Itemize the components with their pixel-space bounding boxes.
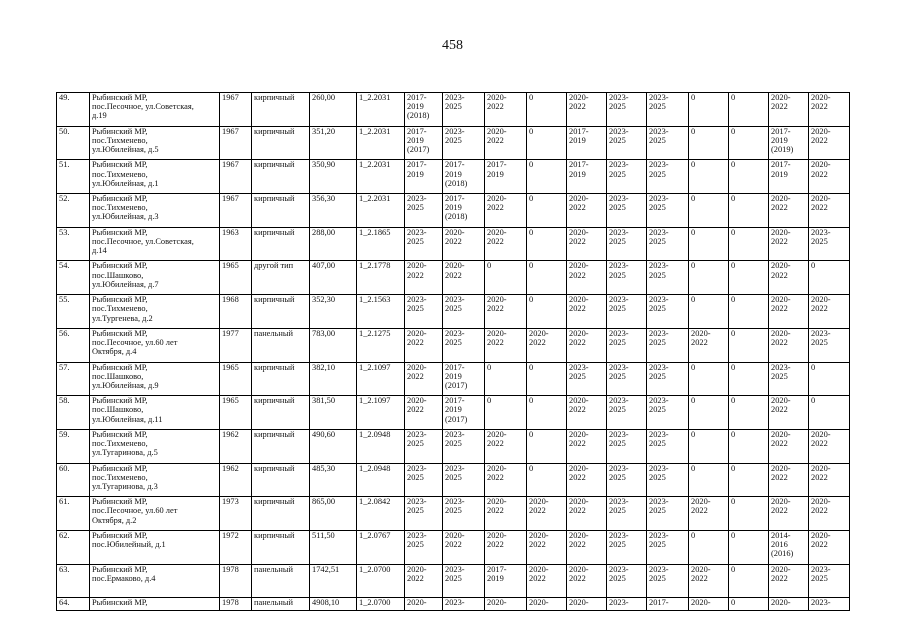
cell-period-9: 0	[729, 598, 769, 611]
cell-period-7: 2023- 2025	[647, 227, 689, 261]
cell-address: Рыбинский МР, пос.Тихменево, ул.Тугаринова, д.3	[90, 463, 220, 497]
cell-period-7: 2023- 2025	[647, 261, 689, 295]
cell-period-11: 2020- 2022	[809, 93, 850, 127]
cell-period-7: 2023- 2025	[647, 93, 689, 127]
cell-period-8: 2020- 2022	[689, 328, 729, 362]
cell-period-10: 2020- 2022	[769, 194, 809, 228]
cell-building-code: 1_2.1865	[357, 227, 405, 261]
cell-row-number: 58.	[57, 396, 90, 430]
cell-address: Рыбинский МР, пос.Шашково, ул.Юбилейная, д.9	[90, 362, 220, 396]
cell-building-code: 1_2.0948	[357, 463, 405, 497]
table-row	[57, 564, 850, 598]
cell-period-2: 2020- 2022	[443, 261, 485, 295]
cell-building-code: 1_2.1097	[357, 362, 405, 396]
cell-period-8: 0	[689, 396, 729, 430]
cell-address: Рыбинский МР, пос.Песочное, ул.60 лет Октября, д.2	[90, 497, 220, 531]
cell-period-5: 2020- 2022	[567, 227, 607, 261]
cell-period-6: 2023- 2025	[607, 429, 647, 463]
cell-period-1: 2023- 2025	[405, 463, 443, 497]
cell-address: Рыбинский МР, пос.Тихменево, ул.Юбилейная, д.3	[90, 194, 220, 228]
cell-period-4: 0	[527, 396, 567, 430]
cell-area: 381,50	[310, 396, 357, 430]
cell-period-11: 2023-	[809, 598, 850, 611]
cell-area: 783,00	[310, 328, 357, 362]
cell-wall-material: кирпичный	[252, 295, 310, 329]
cell-row-number: 59.	[57, 429, 90, 463]
cell-year-built: 1967	[220, 160, 252, 194]
cell-period-11: 2020- 2022	[809, 497, 850, 531]
cell-period-3: 2017- 2019	[485, 160, 527, 194]
cell-row-number: 57.	[57, 362, 90, 396]
table-row	[57, 93, 850, 127]
cell-address: Рыбинский МР, пос.Песочное, ул.Советская, д.14	[90, 227, 220, 261]
cell-address: Рыбинский МР, пос.Юбилейный, д.1	[90, 530, 220, 564]
cell-period-6: 2023- 2025	[607, 396, 647, 430]
cell-period-10: 2020- 2022	[769, 497, 809, 531]
cell-period-9: 0	[729, 396, 769, 430]
cell-period-10: 2020- 2022	[769, 396, 809, 430]
page-number: 458	[442, 38, 463, 53]
cell-building-code: 1_2.1563	[357, 295, 405, 329]
table-row	[57, 194, 850, 228]
cell-period-10: 2020- 2022	[769, 328, 809, 362]
cell-period-2: 2023- 2025	[443, 463, 485, 497]
cell-wall-material: панельный	[252, 328, 310, 362]
cell-row-number: 60.	[57, 463, 90, 497]
cell-wall-material: кирпичный	[252, 530, 310, 564]
cell-row-number: 61.	[57, 497, 90, 531]
cell-row-number: 53.	[57, 227, 90, 261]
cell-year-built: 1977	[220, 328, 252, 362]
cell-period-9: 0	[729, 463, 769, 497]
table-row	[57, 530, 850, 564]
cell-building-code: 1_2.0767	[357, 530, 405, 564]
cell-period-10: 2017- 2019 (2019)	[769, 126, 809, 160]
cell-period-6: 2023- 2025	[607, 261, 647, 295]
cell-period-11: 0	[809, 396, 850, 430]
cell-period-10: 2023- 2025	[769, 362, 809, 396]
cell-period-5: 2020- 2022	[567, 463, 607, 497]
cell-period-1: 2023- 2025	[405, 497, 443, 531]
cell-building-code: 1_2.2031	[357, 93, 405, 127]
cell-period-4: 2020- 2022	[527, 530, 567, 564]
cell-period-8: 0	[689, 126, 729, 160]
cell-address: Рыбинский МР, пос.Шашково, ул.Юбилейная, д.7	[90, 261, 220, 295]
cell-area: 865,00	[310, 497, 357, 531]
cell-period-5: 2020- 2022	[567, 429, 607, 463]
cell-area: 485,30	[310, 463, 357, 497]
cell-address: Рыбинский МР, пос.Ермаково, д.4	[90, 564, 220, 598]
cell-area: 511,50	[310, 530, 357, 564]
cell-period-10: 2014- 2016 (2016)	[769, 530, 809, 564]
cell-period-7: 2023- 2025	[647, 396, 689, 430]
cell-period-7: 2023- 2025	[647, 429, 689, 463]
cell-period-8: 0	[689, 194, 729, 228]
cell-row-number: 49.	[57, 93, 90, 127]
table-row	[57, 463, 850, 497]
cell-period-5: 2020- 2022	[567, 328, 607, 362]
cell-period-4: 0	[527, 295, 567, 329]
cell-period-3: 2017- 2019	[485, 564, 527, 598]
cell-address: Рыбинский МР, пос.Шашково, ул.Юбилейная, д.11	[90, 396, 220, 430]
cell-wall-material: кирпичный	[252, 93, 310, 127]
cell-wall-material: кирпичный	[252, 497, 310, 531]
cell-address: Рыбинский МР, пос.Тихменево, ул.Тугаринова, д.5	[90, 429, 220, 463]
cell-period-6: 2023- 2025	[607, 227, 647, 261]
table-row	[57, 362, 850, 396]
cell-period-8: 0	[689, 362, 729, 396]
cell-period-11: 2020- 2022	[809, 463, 850, 497]
cell-period-7: 2023- 2025	[647, 194, 689, 228]
cell-period-5: 2023- 2025	[567, 362, 607, 396]
cell-period-7: 2023- 2025	[647, 362, 689, 396]
table-row	[57, 396, 850, 430]
cell-year-built: 1962	[220, 463, 252, 497]
cell-period-10: 2020- 2022	[769, 227, 809, 261]
cell-period-9: 0	[729, 194, 769, 228]
cell-period-5: 2020-	[567, 598, 607, 611]
cell-period-3: 2020- 2022	[485, 126, 527, 160]
cell-period-6: 2023- 2025	[607, 194, 647, 228]
cell-address: Рыбинский МР, пос.Песочное, ул.Советская, д.19	[90, 93, 220, 127]
cell-area: 260,00	[310, 93, 357, 127]
cell-period-1: 2020-	[405, 598, 443, 611]
cell-row-number: 56.	[57, 328, 90, 362]
cell-period-2: 2023- 2025	[443, 429, 485, 463]
cell-period-4: 0	[527, 227, 567, 261]
cell-period-9: 0	[729, 530, 769, 564]
cell-period-11: 2020- 2022	[809, 295, 850, 329]
cell-year-built: 1972	[220, 530, 252, 564]
cell-period-5: 2020- 2022	[567, 194, 607, 228]
cell-period-2: 2023- 2025	[443, 93, 485, 127]
cell-period-7: 2023- 2025	[647, 160, 689, 194]
cell-period-4: 0	[527, 463, 567, 497]
cell-wall-material: панельный	[252, 598, 310, 611]
cell-period-1: 2023- 2025	[405, 530, 443, 564]
cell-wall-material: кирпичный	[252, 463, 310, 497]
cell-period-1: 2020- 2022	[405, 328, 443, 362]
cell-period-10: 2020- 2022	[769, 564, 809, 598]
cell-period-10: 2017- 2019	[769, 160, 809, 194]
cell-period-4: 2020- 2022	[527, 564, 567, 598]
cell-period-2: 2017- 2019 (2018)	[443, 194, 485, 228]
cell-period-7: 2023- 2025	[647, 295, 689, 329]
cell-building-code: 1_2.0948	[357, 429, 405, 463]
cell-period-6: 2023- 2025	[607, 328, 647, 362]
cell-period-5: 2020- 2022	[567, 530, 607, 564]
cell-period-3: 2020- 2022	[485, 227, 527, 261]
cell-wall-material: кирпичный	[252, 429, 310, 463]
cell-period-2: 2023- 2025	[443, 295, 485, 329]
cell-year-built: 1973	[220, 497, 252, 531]
cell-wall-material: кирпичный	[252, 194, 310, 228]
cell-period-11: 2023- 2025	[809, 564, 850, 598]
cell-period-8: 0	[689, 463, 729, 497]
cell-address: Рыбинский МР,	[90, 598, 220, 611]
cell-period-8: 0	[689, 429, 729, 463]
cell-period-2: 2017- 2019 (2018)	[443, 160, 485, 194]
cell-period-4: 2020- 2022	[527, 497, 567, 531]
cell-area: 1742,51	[310, 564, 357, 598]
cell-period-6: 2023- 2025	[607, 564, 647, 598]
cell-period-11: 0	[809, 261, 850, 295]
cell-building-code: 1_2.2031	[357, 194, 405, 228]
cell-period-1: 2020- 2022	[405, 396, 443, 430]
cell-period-6: 2023- 2025	[607, 463, 647, 497]
cell-address: Рыбинский МР, пос.Тихменево, ул.Тургенева, д.2	[90, 295, 220, 329]
cell-period-3: 2020- 2022	[485, 328, 527, 362]
cell-period-4: 0	[527, 261, 567, 295]
cell-building-code: 1_2.1778	[357, 261, 405, 295]
cell-row-number: 63.	[57, 564, 90, 598]
housing-table	[56, 92, 850, 611]
cell-period-1: 2020- 2022	[405, 564, 443, 598]
cell-period-3: 0	[485, 362, 527, 396]
cell-period-1: 2020- 2022	[405, 362, 443, 396]
cell-area: 356,30	[310, 194, 357, 228]
cell-period-6: 2023- 2025	[607, 295, 647, 329]
cell-period-1: 2017- 2019 (2017)	[405, 126, 443, 160]
table-row	[57, 261, 850, 295]
cell-period-2: 2023- 2025	[443, 328, 485, 362]
cell-period-5: 2020- 2022	[567, 93, 607, 127]
cell-period-11: 2020- 2022	[809, 429, 850, 463]
cell-period-2: 2017- 2019 (2017)	[443, 396, 485, 430]
cell-area: 288,00	[310, 227, 357, 261]
cell-period-11: 2020- 2022	[809, 194, 850, 228]
cell-period-9: 0	[729, 160, 769, 194]
cell-row-number: 55.	[57, 295, 90, 329]
cell-period-6: 2023- 2025	[607, 530, 647, 564]
cell-area: 382,10	[310, 362, 357, 396]
cell-period-5: 2017- 2019	[567, 160, 607, 194]
cell-period-2: 2023- 2025	[443, 126, 485, 160]
cell-period-8: 0	[689, 93, 729, 127]
cell-year-built: 1968	[220, 295, 252, 329]
cell-period-8: 0	[689, 530, 729, 564]
cell-period-3: 2020- 2022	[485, 463, 527, 497]
cell-period-1: 2023- 2025	[405, 227, 443, 261]
cell-year-built: 1967	[220, 194, 252, 228]
table-row	[57, 295, 850, 329]
cell-period-8: 2020- 2022	[689, 564, 729, 598]
cell-period-3: 2020- 2022	[485, 497, 527, 531]
cell-wall-material: кирпичный	[252, 126, 310, 160]
table-row	[57, 429, 850, 463]
cell-period-7: 2023- 2025	[647, 497, 689, 531]
cell-period-5: 2020- 2022	[567, 497, 607, 531]
cell-period-3: 0	[485, 261, 527, 295]
cell-period-2: 2017- 2019 (2017)	[443, 362, 485, 396]
cell-period-4: 0	[527, 362, 567, 396]
cell-period-6: 2023- 2025	[607, 93, 647, 127]
cell-period-9: 0	[729, 295, 769, 329]
cell-period-8: 2020- 2022	[689, 497, 729, 531]
cell-year-built: 1965	[220, 362, 252, 396]
cell-period-1: 2017- 2019 (2018)	[405, 93, 443, 127]
cell-year-built: 1963	[220, 227, 252, 261]
cell-period-2: 2020- 2022	[443, 227, 485, 261]
cell-period-9: 0	[729, 328, 769, 362]
cell-year-built: 1965	[220, 396, 252, 430]
cell-period-11: 2020- 2022	[809, 160, 850, 194]
cell-row-number: 54.	[57, 261, 90, 295]
cell-period-2: 2020- 2022	[443, 530, 485, 564]
cell-period-5: 2017- 2019	[567, 126, 607, 160]
cell-wall-material: кирпичный	[252, 396, 310, 430]
cell-period-10: 2020- 2022	[769, 261, 809, 295]
cell-period-3: 2020- 2022	[485, 530, 527, 564]
cell-building-code: 1_2.1275	[357, 328, 405, 362]
cell-period-6: 2023-	[607, 598, 647, 611]
cell-period-10: 2020- 2022	[769, 429, 809, 463]
cell-row-number: 62.	[57, 530, 90, 564]
cell-period-7: 2017-	[647, 598, 689, 611]
cell-period-11: 2023- 2025	[809, 227, 850, 261]
cell-row-number: 50.	[57, 126, 90, 160]
cell-building-code: 1_2.0842	[357, 497, 405, 531]
cell-year-built: 1967	[220, 126, 252, 160]
cell-period-2: 2023- 2025	[443, 564, 485, 598]
cell-period-3: 2020- 2022	[485, 295, 527, 329]
cell-period-5: 2020- 2022	[567, 295, 607, 329]
cell-building-code: 1_2.0700	[357, 598, 405, 611]
cell-wall-material: кирпичный	[252, 227, 310, 261]
cell-period-3: 0	[485, 396, 527, 430]
cell-period-1: 2023- 2025	[405, 429, 443, 463]
cell-period-9: 0	[729, 362, 769, 396]
cell-period-7: 2023- 2025	[647, 530, 689, 564]
cell-period-5: 2020- 2022	[567, 396, 607, 430]
cell-period-5: 2020- 2022	[567, 261, 607, 295]
cell-period-11: 0	[809, 362, 850, 396]
cell-period-8: 0	[689, 227, 729, 261]
cell-row-number: 64.	[57, 598, 90, 611]
cell-period-1: 2023- 2025	[405, 295, 443, 329]
cell-period-1: 2023- 2025	[405, 194, 443, 228]
cell-wall-material: кирпичный	[252, 362, 310, 396]
cell-period-6: 2023- 2025	[607, 497, 647, 531]
cell-period-4: 0	[527, 429, 567, 463]
cell-period-1: 2020- 2022	[405, 261, 443, 295]
cell-period-9: 0	[729, 564, 769, 598]
cell-period-10: 2020- 2022	[769, 295, 809, 329]
table-row	[57, 160, 850, 194]
cell-period-3: 2020- 2022	[485, 93, 527, 127]
cell-building-code: 1_2.2031	[357, 160, 405, 194]
cell-year-built: 1967	[220, 93, 252, 127]
cell-period-4: 0	[527, 126, 567, 160]
cell-period-3: 2020- 2022	[485, 194, 527, 228]
cell-row-number: 51.	[57, 160, 90, 194]
cell-period-3: 2020-	[485, 598, 527, 611]
cell-year-built: 1978	[220, 598, 252, 611]
cell-period-6: 2023- 2025	[607, 160, 647, 194]
cell-period-9: 0	[729, 261, 769, 295]
cell-building-code: 1_2.0700	[357, 564, 405, 598]
table-row	[57, 497, 850, 531]
cell-period-8: 2020-	[689, 598, 729, 611]
cell-period-7: 2023- 2025	[647, 126, 689, 160]
cell-period-8: 0	[689, 261, 729, 295]
cell-area: 350,90	[310, 160, 357, 194]
cell-period-9: 0	[729, 126, 769, 160]
cell-period-5: 2020- 2022	[567, 564, 607, 598]
cell-area: 407,00	[310, 261, 357, 295]
cell-period-8: 0	[689, 295, 729, 329]
cell-period-9: 0	[729, 429, 769, 463]
table-row	[57, 598, 850, 611]
cell-period-7: 2023- 2025	[647, 328, 689, 362]
cell-period-2: 2023-	[443, 598, 485, 611]
cell-row-number: 52.	[57, 194, 90, 228]
cell-period-11: 2020- 2022	[809, 530, 850, 564]
cell-period-4: 2020- 2022	[527, 328, 567, 362]
cell-wall-material: другой тип	[252, 261, 310, 295]
cell-period-1: 2017- 2019	[405, 160, 443, 194]
cell-address: Рыбинский МР, пос.Песочное, ул.60 лет Октября, д.4	[90, 328, 220, 362]
cell-period-4: 0	[527, 194, 567, 228]
table-row	[57, 328, 850, 362]
cell-year-built: 1965	[220, 261, 252, 295]
cell-year-built: 1978	[220, 564, 252, 598]
cell-year-built: 1962	[220, 429, 252, 463]
cell-period-3: 2020- 2022	[485, 429, 527, 463]
cell-area: 4908,10	[310, 598, 357, 611]
cell-period-4: 0	[527, 93, 567, 127]
table-row	[57, 126, 850, 160]
cell-period-7: 2023- 2025	[647, 463, 689, 497]
cell-period-4: 0	[527, 160, 567, 194]
cell-period-2: 2023- 2025	[443, 497, 485, 531]
cell-period-6: 2023- 2025	[607, 126, 647, 160]
cell-period-9: 0	[729, 227, 769, 261]
cell-area: 490,60	[310, 429, 357, 463]
cell-period-10: 2020- 2022	[769, 93, 809, 127]
cell-area: 352,30	[310, 295, 357, 329]
table-row	[57, 227, 850, 261]
cell-area: 351,20	[310, 126, 357, 160]
cell-period-4: 2020-	[527, 598, 567, 611]
cell-address: Рыбинский МР, пос.Тихменево, ул.Юбилейная, д.1	[90, 160, 220, 194]
cell-address: Рыбинский МР, пос.Тихменево, ул.Юбилейная, д.5	[90, 126, 220, 160]
cell-period-9: 0	[729, 497, 769, 531]
cell-period-10: 2020-	[769, 598, 809, 611]
cell-period-10: 2020- 2022	[769, 463, 809, 497]
cell-period-11: 2020- 2022	[809, 126, 850, 160]
cell-period-8: 0	[689, 160, 729, 194]
cell-period-7: 2023- 2025	[647, 564, 689, 598]
cell-building-code: 1_2.2031	[357, 126, 405, 160]
cell-period-11: 2023- 2025	[809, 328, 850, 362]
cell-period-9: 0	[729, 93, 769, 127]
cell-period-6: 2023- 2025	[607, 362, 647, 396]
cell-wall-material: кирпичный	[252, 160, 310, 194]
cell-building-code: 1_2.1097	[357, 396, 405, 430]
cell-wall-material: панельный	[252, 564, 310, 598]
